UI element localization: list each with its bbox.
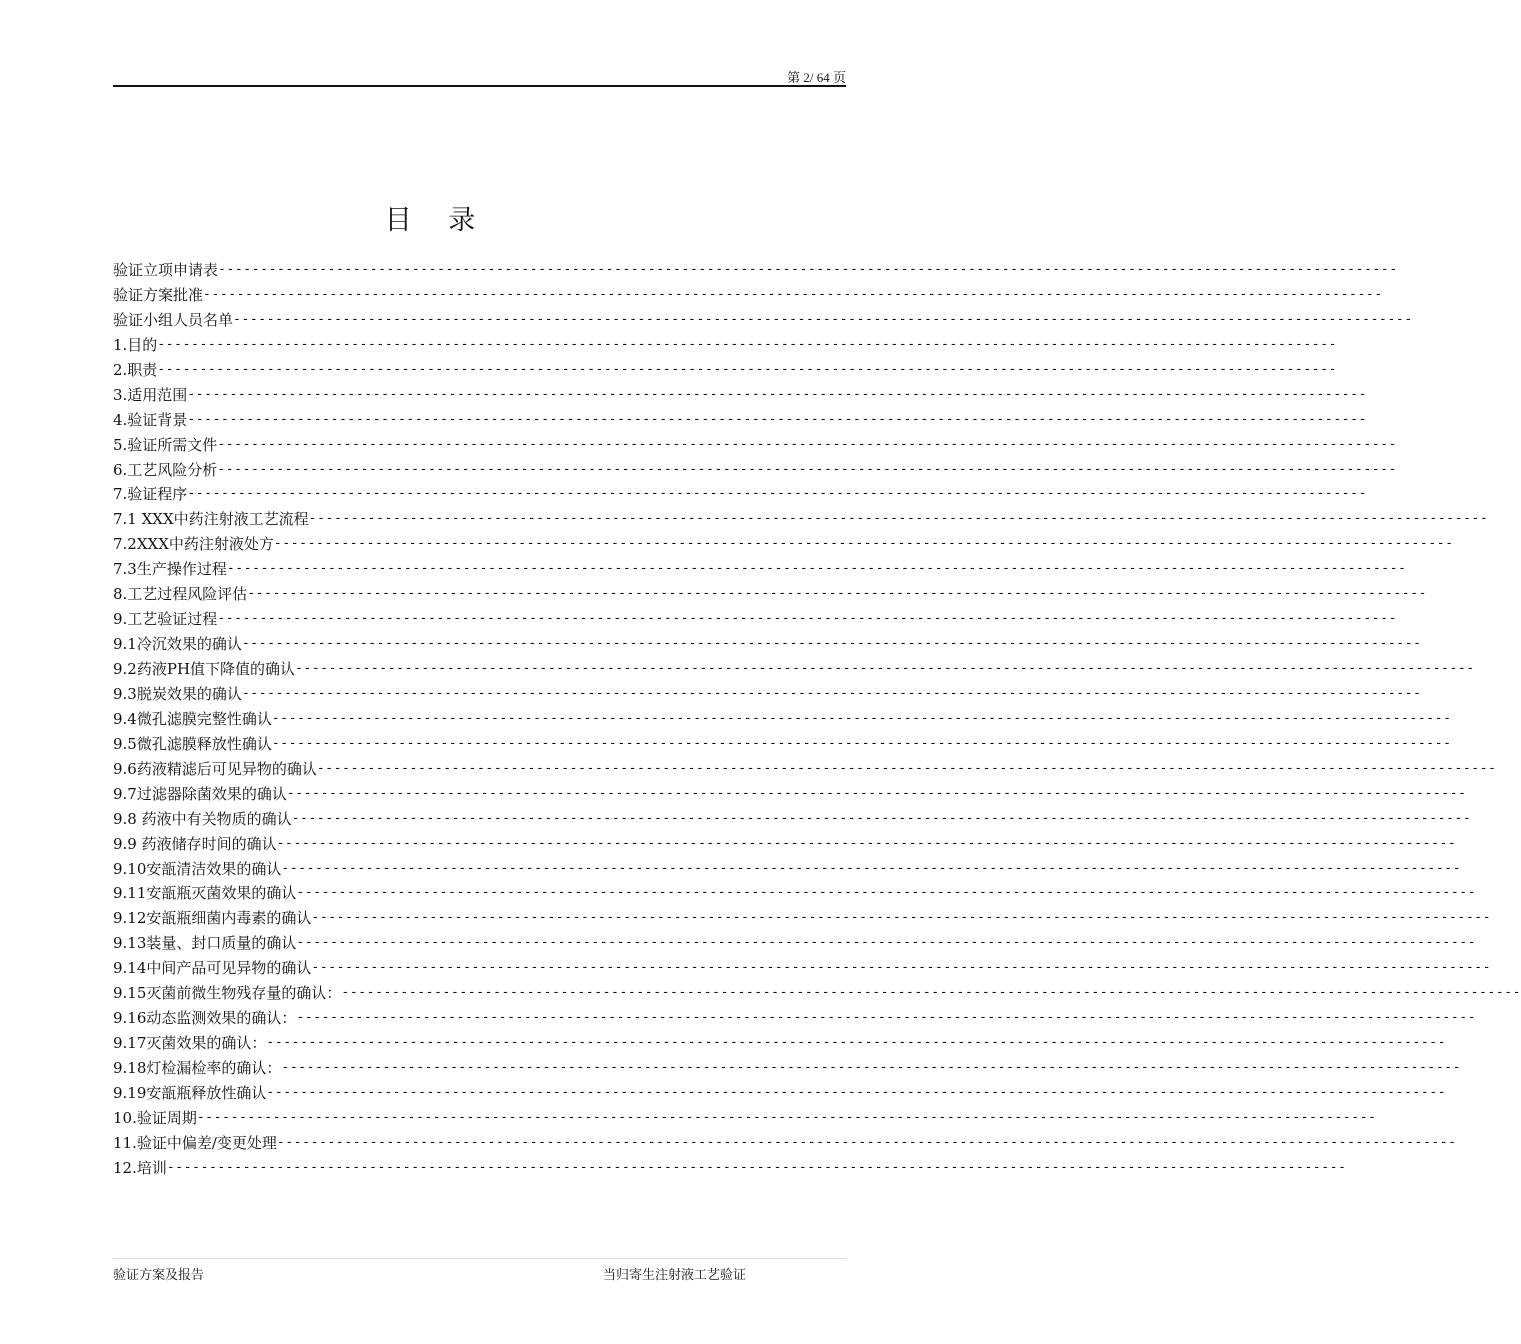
toc-entry-label: 9.1冷沉效果的确认 <box>113 635 242 654</box>
toc-entry[interactable] <box>113 433 1398 458</box>
toc-entry[interactable] <box>113 532 1454 557</box>
toc-entry-label: 12.培训 <box>113 1158 167 1177</box>
toc-entry-label: 6.工艺风险分析 <box>113 460 218 479</box>
toc-entry-label: 10.验证周期 <box>113 1108 197 1127</box>
toc-entry[interactable] <box>113 1081 1447 1106</box>
toc-entry[interactable] <box>113 358 1338 383</box>
toc-entry-label: 9.19安瓿瓶释放性确认 <box>113 1083 267 1102</box>
toc-dot-leader: -------------------------------------------------------------------------------------------------------------------------------------------- <box>311 910 1492 926</box>
toc-entry-label: 7.1 XXX中药注射液工艺流程 <box>113 510 309 529</box>
toc-dot-leader: -------------------------------------------------------------------------------------------------------------------------------------------- <box>296 885 1477 901</box>
toc-entry[interactable] <box>113 283 1383 308</box>
toc-entry[interactable] <box>113 732 1452 757</box>
toc-entry[interactable] <box>113 333 1338 358</box>
toc-entry-label: 9.12安瓿瓶细菌内毒素的确认 <box>113 909 312 928</box>
toc-entry-label: 9.工艺验证过程 <box>113 610 218 629</box>
toc-entry-label: 11.验证中偏差/变更处理 <box>113 1133 277 1152</box>
toc-dot-leader: -------------------------------------------------------------------------------------------------------------------------------------------- <box>291 810 1472 826</box>
toc-dot-leader: -------------------------------------------------------------------------------------------------------------------------------------------- <box>311 960 1492 976</box>
toc-dot-leader: -------------------------------------------------------------------------------------------------------------------------------------------- <box>295 661 1475 676</box>
toc-entry[interactable] <box>113 1006 1477 1031</box>
toc-entry[interactable] <box>113 807 1472 832</box>
toc-entry[interactable] <box>113 607 1398 632</box>
toc-dot-leader: -------------------------------------------------------------------------------------------------------------------------------------------- <box>266 1084 1447 1100</box>
toc-dot-leader: -------------------------------------------------------------------------------------------------------------------------------------------- <box>218 262 1398 277</box>
toc-entry[interactable] <box>113 657 1475 682</box>
toc-entry-label: 验证立项申请表 <box>113 261 219 279</box>
toc-dot-leader: -------------------------------------------------------------------------------------------------------------------------------------------- <box>226 561 1407 577</box>
toc-entry[interactable] <box>113 707 1452 732</box>
toc-entry-label: 9.6药液精滤后可见异物的确认 <box>113 759 317 778</box>
toc-entry[interactable] <box>113 383 1368 408</box>
toc-entry-label: 9.17灭菌效果的确认： <box>113 1034 267 1053</box>
toc-entry[interactable] <box>113 308 1413 333</box>
toc-entry-label: 2.职责 <box>113 360 158 379</box>
header-rule <box>113 85 846 87</box>
toc-entry-label: 9.9 药液储存时间的确认 <box>113 834 277 853</box>
toc-entry[interactable] <box>113 1056 1462 1081</box>
page-number: 第 2/ 64 页 <box>787 70 846 85</box>
toc-entry-label: 9.14中间产品可见异物的确认 <box>113 959 312 978</box>
toc-entry[interactable] <box>113 956 1492 981</box>
toc-dot-leader: -------------------------------------------------------------------------------------------------------------------------------------------- <box>241 636 1422 652</box>
toc-entry[interactable] <box>113 1131 1457 1156</box>
toc-entry-label: 9.3脱炭效果的确认 <box>113 684 242 703</box>
toc-entry-label: 验证小组人员名单 <box>113 310 234 329</box>
toc-entry-label: 9.4微孔滤膜完整性确认 <box>113 709 272 728</box>
toc-entry-label: 9.10安瓿清洁效果的确认 <box>113 859 282 878</box>
toc-dot-leader: -------------------------------------------------------------------------------------------------------------------------------------------- <box>266 1035 1447 1051</box>
table-of-contents <box>113 258 1521 1181</box>
toc-entry-label: 9.8 药液中有关物质的确认 <box>113 809 292 828</box>
toc-entry-label: 7.验证程序 <box>113 485 188 504</box>
toc-entry-label: 7.2XXX中药注射液处方 <box>113 535 274 554</box>
toc-entry[interactable] <box>113 782 1467 807</box>
toc-entry[interactable] <box>113 507 1489 532</box>
toc-entry[interactable] <box>113 582 1428 607</box>
toc-entry[interactable] <box>113 482 1368 507</box>
toc-dot-leader: -------------------------------------------------------------------------------------------------------------------------------------------- <box>281 1060 1462 1075</box>
toc-entry-label: 4.验证背景 <box>113 410 188 429</box>
toc-dot-leader: -------------------------------------------------------------------------------------------------------------------------------------------- <box>296 1010 1477 1026</box>
toc-entry[interactable] <box>113 1031 1447 1056</box>
toc-entry-label: 9.15灭菌前微生物残存量的确认： <box>113 984 342 1003</box>
toc-entry[interactable] <box>113 408 1368 433</box>
toc-entry[interactable] <box>113 906 1492 931</box>
toc-entry[interactable] <box>113 881 1477 906</box>
toc-dot-leader: -------------------------------------------------------------------------------------------------------------------------------------------- <box>157 336 1338 352</box>
toc-entry-label: 7.3生产操作过程 <box>113 560 227 579</box>
toc-entry[interactable] <box>113 832 1457 857</box>
toc-entry[interactable] <box>113 981 1521 1006</box>
toc-entry[interactable] <box>113 757 1497 782</box>
toc-dot-leader: -------------------------------------------------------------------------------------------------------------------------------------------- <box>187 486 1368 502</box>
toc-dot-leader: -------------------------------------------------------------------------------------------------------------------------------------------- <box>276 1134 1457 1150</box>
toc-dot-leader: -------------------------------------------------------------------------------------------------------------------------------------------- <box>157 361 1338 377</box>
toc-dot-leader: -------------------------------------------------------------------------------------------------------------------------------------------- <box>217 611 1398 627</box>
toc-dot-leader: -------------------------------------------------------------------------------------------------------------------------------------------- <box>241 685 1422 701</box>
toc-entry[interactable] <box>113 458 1398 483</box>
toc-entry-label: 9.13装量、封口质量的确认 <box>113 934 297 953</box>
footer-rule <box>113 1258 846 1259</box>
toc-entry[interactable] <box>113 931 1477 956</box>
toc-dot-leader: -------------------------------------------------------------------------------------------------------------------------------------------- <box>296 935 1477 951</box>
toc-entry[interactable] <box>113 632 1422 657</box>
toc-entry-label: 1.目的 <box>113 335 158 354</box>
toc-dot-leader: -------------------------------------------------------------------------------------------------------------------------------------------- <box>286 785 1467 801</box>
toc-dot-leader: -------------------------------------------------------------------------------------------------------------------------------------------- <box>233 311 1413 327</box>
toc-entry[interactable] <box>113 258 1398 283</box>
toc-dot-leader: -------------------------------------------------------------------------------------------------------------------------------------------- <box>187 386 1368 402</box>
footer-right: 当归寄生注射液工艺验证 <box>603 1268 747 1283</box>
toc-entry-label: 8.工艺过程风险评估 <box>113 585 248 604</box>
toc-dot-leader: -------------------------------------------------------------------------------------------------------------------------------------------- <box>187 411 1368 427</box>
page-title: 目 录 <box>384 205 490 236</box>
toc-dot-leader: -------------------------------------------------------------------------------------------------------------------------------------------- <box>271 735 1452 751</box>
toc-entry-label: 9.18灯检漏检率的确认： <box>113 1059 282 1077</box>
toc-entry-label: 3.适用范围 <box>113 385 188 404</box>
toc-entry[interactable] <box>113 857 1462 882</box>
toc-dot-leader: -------------------------------------------------------------------------------------------------------------------------------------------- <box>196 1109 1377 1125</box>
footer-left: 验证方案及报告 <box>113 1268 205 1283</box>
toc-entry-label: 9.16动态监测效果的确认： <box>113 1009 297 1028</box>
toc-dot-leader: -------------------------------------------------------------------------------------------------------------------------------------------- <box>217 461 1398 477</box>
toc-dot-leader: -------------------------------------------------------------------------------------------------------------------------------------------- <box>166 1159 1347 1175</box>
toc-entry[interactable] <box>113 1106 1377 1131</box>
toc-dot-leader: -------------------------------------------------------------------------------------------------------------------------------------------- <box>217 436 1398 452</box>
toc-entry-label: 9.11安瓿瓶灭菌效果的确认 <box>113 884 297 903</box>
toc-dot-leader: -------------------------------------------------------------------------------------------------------------------------------------------- <box>271 710 1452 726</box>
toc-dot-leader: -------------------------------------------------------------------------------------------------------------------------------------------- <box>273 536 1454 552</box>
toc-dot-leader: -------------------------------------------------------------------------------------------------------------------------------------------- <box>316 760 1497 776</box>
toc-dot-leader: -------------------------------------------------------------------------------------------------------------------------------------------- <box>247 586 1428 602</box>
toc-entry-label: 验证方案批准 <box>113 285 204 304</box>
toc-entry-label: 5.验证所需文件 <box>113 435 218 454</box>
toc-entry[interactable] <box>113 557 1407 582</box>
toc-dot-leader: -------------------------------------------------------------------------------------------------------------------------------------------- <box>281 860 1462 876</box>
toc-dot-leader: -------------------------------------------------------------------------------------------------------------------------------------------- <box>203 286 1383 302</box>
toc-entry-label: 9.5微孔滤膜释放性确认 <box>113 734 272 753</box>
toc-entry-label: 9.2药液PH值下降值的确认 <box>113 660 296 678</box>
toc-entry[interactable] <box>113 682 1422 707</box>
toc-dot-leader: -------------------------------------------------------------------------------------------------------------------------------------------- <box>276 835 1457 851</box>
toc-dot-leader: -------------------------------------------------------------------------------------------------------------------------------------------- <box>341 985 1521 1001</box>
toc-dot-leader: -------------------------------------------------------------------------------------------------------------------------------------------- <box>308 511 1489 527</box>
toc-entry-label: 9.7过滤器除菌效果的确认 <box>113 784 287 803</box>
toc-entry[interactable] <box>113 1156 1347 1181</box>
